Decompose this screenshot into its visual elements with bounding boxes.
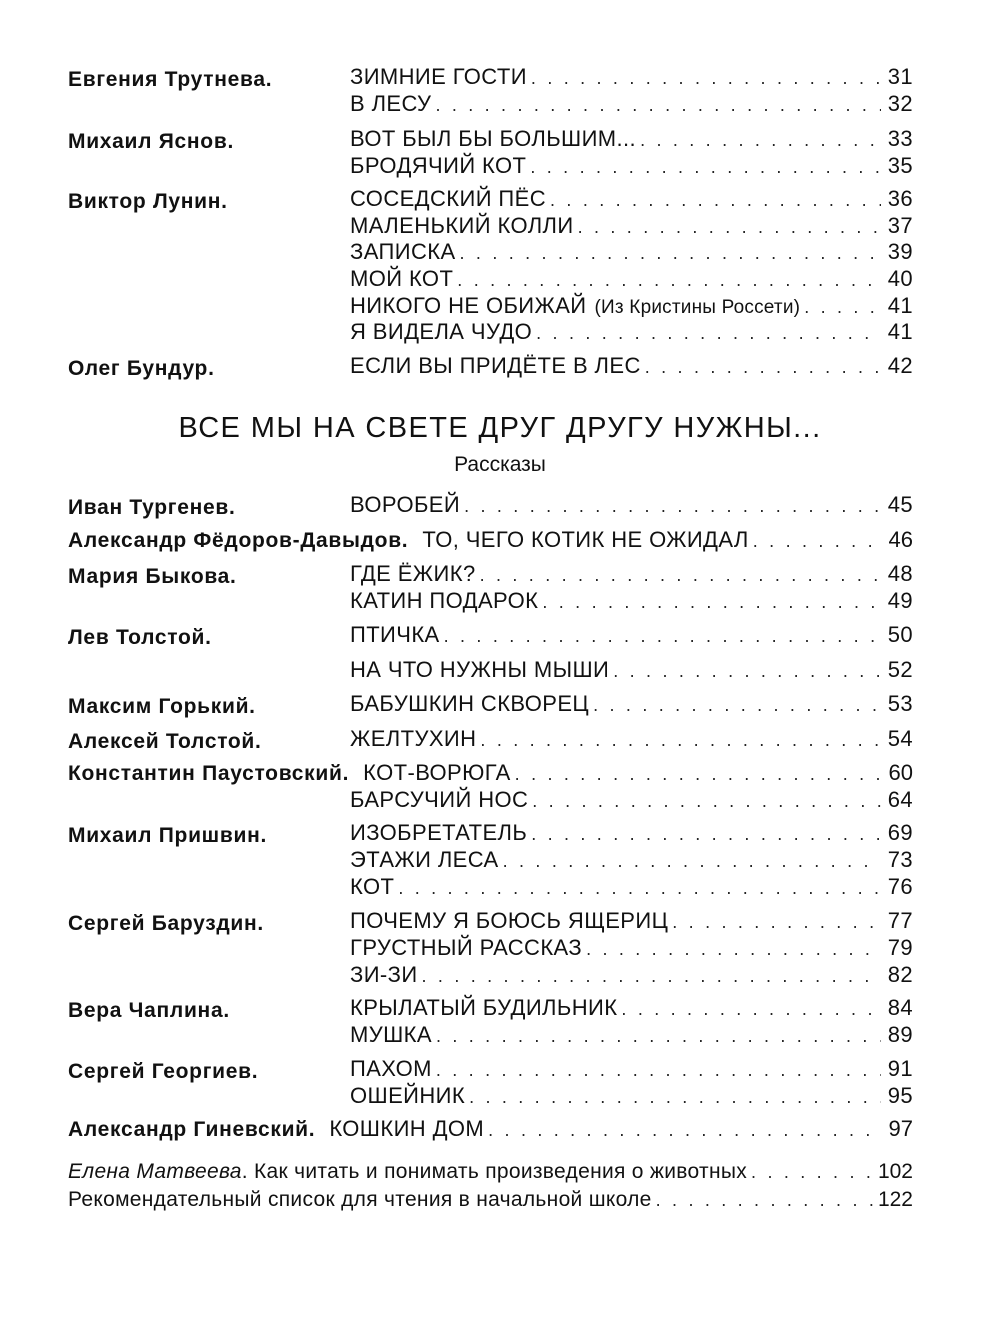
toc-title: . Как читать и понимать произведения о животных bbox=[241, 1160, 748, 1183]
toc-leader bbox=[593, 692, 881, 719]
toc-line[interactable] bbox=[350, 726, 913, 761]
toc-line[interactable] bbox=[68, 760, 913, 787]
toc-leader bbox=[672, 909, 881, 936]
toc-entry bbox=[0, 492, 1000, 527]
toc-title: БАБУШКИН СКВОРЕЦ bbox=[350, 691, 590, 716]
toc-author: Виктор Лунин. bbox=[68, 190, 228, 213]
toc-title: ВОРОБЕЙ bbox=[350, 492, 461, 517]
section-subtitle: Рассказы bbox=[454, 453, 546, 476]
toc-leader bbox=[444, 623, 881, 650]
toc-page-number: 122 bbox=[877, 1188, 913, 1211]
toc-line[interactable] bbox=[350, 319, 913, 346]
toc-author: Сергей Георгиев. bbox=[68, 1060, 259, 1084]
toc-leader bbox=[656, 1186, 873, 1214]
toc-title: ЗАПИСКА bbox=[350, 239, 456, 265]
toc-line[interactable] bbox=[350, 64, 913, 91]
toc-title: ЭТАЖИ ЛЕСА bbox=[350, 847, 499, 873]
toc-page-number: 33 bbox=[887, 126, 913, 151]
toc-page-number: 69 bbox=[887, 820, 913, 846]
toc-line[interactable] bbox=[350, 353, 913, 380]
toc-leader bbox=[613, 658, 881, 685]
toc-page-number: 53 bbox=[887, 691, 913, 716]
toc-leader bbox=[532, 788, 881, 815]
toc-page-number: 97 bbox=[888, 1116, 913, 1142]
toc-line[interactable] bbox=[350, 962, 913, 989]
toc-page-number: 76 bbox=[887, 873, 913, 899]
toc-leader bbox=[436, 1023, 881, 1050]
toc-title: НИКОГО НЕ ОБИЖАЙ bbox=[350, 292, 587, 318]
toc-page-number: 60 bbox=[888, 760, 913, 785]
toc-title: Рекомендательный список для чтения в начальной школе bbox=[68, 1188, 652, 1211]
toc-entry bbox=[0, 908, 1000, 995]
toc-page-number: 49 bbox=[887, 587, 913, 613]
toc-title: КОШКИН ДОМ bbox=[329, 1116, 485, 1142]
toc-page-number: 32 bbox=[887, 90, 913, 116]
toc-page-number: 82 bbox=[887, 961, 913, 987]
toc-line[interactable] bbox=[350, 847, 913, 874]
toc-leader bbox=[480, 727, 881, 754]
toc-title: БРОДЯЧИЙ КОТ bbox=[350, 152, 527, 178]
toc-author: Лев Толстой. bbox=[68, 626, 212, 649]
toc-entry bbox=[0, 995, 1000, 1056]
toc-title: БАРСУЧИЙ НОС bbox=[350, 786, 529, 812]
toc-leader bbox=[804, 294, 881, 321]
toc-leader bbox=[435, 92, 881, 119]
toc-line[interactable] bbox=[350, 787, 913, 814]
toc-part-stories bbox=[0, 492, 1000, 1151]
toc-title: ГДЕ ЁЖИК? bbox=[350, 561, 476, 586]
toc-page-number: 37 bbox=[887, 212, 913, 238]
toc-title: ЕСЛИ ВЫ ПРИДЁТЕ В ЛЕС bbox=[350, 353, 641, 378]
toc-leader bbox=[398, 875, 881, 902]
toc-leader bbox=[436, 1057, 881, 1084]
toc-author: Александр Фёдоров-Давыдов. bbox=[68, 528, 409, 552]
toc-page-number: 64 bbox=[887, 786, 913, 812]
toc-page-number: 52 bbox=[887, 656, 913, 682]
toc-page-number: 48 bbox=[887, 561, 913, 586]
toc-entry bbox=[0, 64, 1000, 126]
toc-line[interactable] bbox=[350, 588, 913, 615]
toc-title: МУШКА bbox=[350, 1022, 432, 1048]
toc-title: КОТ bbox=[350, 873, 395, 899]
toc-author: Олег Бундур. bbox=[68, 357, 215, 380]
toc-line[interactable] bbox=[350, 691, 913, 726]
toc-title: КРЫЛАТЫЙ БУДИЛЬНИК bbox=[350, 995, 618, 1021]
toc-line[interactable] bbox=[350, 995, 913, 1022]
toc-line[interactable] bbox=[350, 266, 913, 293]
toc-leader bbox=[542, 589, 881, 616]
toc-line[interactable] bbox=[350, 1083, 913, 1110]
toc-line[interactable] bbox=[350, 874, 913, 901]
toc-title: СОСЕДСКИЙ ПЁС bbox=[350, 186, 547, 211]
toc-entry bbox=[0, 691, 1000, 726]
toc-entry bbox=[0, 622, 1000, 691]
toc-title: ОШЕЙНИК bbox=[350, 1083, 466, 1109]
toc-line[interactable] bbox=[350, 622, 913, 657]
toc-subtitle: (Из Кристины Россети) bbox=[594, 296, 801, 318]
toc-line[interactable] bbox=[68, 1158, 913, 1186]
toc-leader bbox=[457, 267, 881, 294]
toc-page-number: 42 bbox=[887, 353, 913, 378]
toc-entry bbox=[0, 820, 1000, 908]
toc-leader bbox=[531, 821, 881, 848]
section-title: ВСЕ МЫ НА СВЕТЕ ДРУГ ДРУГУ НУЖНЫ... bbox=[178, 412, 822, 444]
toc-line[interactable] bbox=[350, 126, 913, 153]
toc-author: Елена Матвеева bbox=[68, 1160, 242, 1183]
toc-author: Сергей Баруздин. bbox=[68, 912, 264, 936]
toc-leader bbox=[621, 996, 881, 1023]
toc-page-number: 31 bbox=[887, 64, 913, 89]
toc-line[interactable] bbox=[350, 820, 913, 847]
toc-title: ЗИМНИЕ ГОСТИ bbox=[350, 64, 527, 89]
toc-page-number: 79 bbox=[887, 935, 913, 961]
toc-page-number: 77 bbox=[887, 908, 913, 934]
toc-line[interactable] bbox=[68, 527, 913, 562]
toc-line[interactable] bbox=[350, 213, 913, 240]
toc-title: ПОЧЕМУ Я БОЮСЬ ЯЩЕРИЦ bbox=[350, 908, 669, 934]
toc-page-number: 95 bbox=[887, 1083, 913, 1109]
toc-leader bbox=[503, 848, 881, 875]
toc-leader bbox=[550, 187, 881, 214]
toc-page-number: 36 bbox=[887, 186, 913, 211]
toc-author: Константин Паустовский. bbox=[68, 762, 350, 785]
toc-entry bbox=[0, 126, 1000, 186]
toc-title: ВОТ БЫЛ БЫ БОЛЬШИМ... bbox=[350, 126, 637, 151]
toc-line[interactable] bbox=[350, 293, 913, 320]
toc-leader bbox=[530, 154, 881, 181]
toc-leader bbox=[536, 320, 881, 347]
toc-page-number: 40 bbox=[887, 266, 913, 292]
toc-author: Максим Горький. bbox=[68, 695, 256, 718]
toc-title: ПТИЧКА bbox=[350, 622, 440, 647]
toc-title: КОТ-ВОРЮГА bbox=[363, 760, 511, 785]
toc-page-number: 73 bbox=[887, 847, 913, 873]
toc-entry bbox=[0, 726, 1000, 761]
toc-author: Алексей Толстой. bbox=[68, 729, 262, 753]
toc-author: Михаил Пришвин. bbox=[68, 824, 268, 848]
toc-title: ТО, ЧЕГО КОТИК НЕ ОЖИДАЛ bbox=[422, 526, 749, 552]
toc-page-number: 91 bbox=[887, 1056, 913, 1082]
toc-line[interactable] bbox=[350, 1022, 913, 1049]
toc-line[interactable] bbox=[68, 1186, 913, 1214]
toc-line[interactable] bbox=[350, 657, 913, 692]
toc-title: ГРУСТНЫЙ РАССКАЗ bbox=[350, 935, 583, 961]
toc-page-number: 54 bbox=[887, 725, 913, 751]
toc-leader bbox=[422, 963, 881, 990]
toc-back-matter bbox=[68, 1158, 913, 1214]
toc-author: Мария Быкова. bbox=[68, 565, 237, 588]
toc-leader bbox=[753, 528, 881, 555]
toc-entry bbox=[0, 561, 1000, 622]
toc-page-number: 35 bbox=[887, 152, 913, 178]
toc-line[interactable] bbox=[350, 492, 913, 527]
toc-entry bbox=[0, 186, 1000, 353]
toc-page-number: 84 bbox=[887, 995, 913, 1021]
toc-page-number: 41 bbox=[887, 292, 913, 318]
toc-leader bbox=[578, 214, 881, 241]
toc-title: НА ЧТО НУЖНЫ МЫШИ bbox=[350, 656, 610, 682]
toc-leader bbox=[640, 127, 881, 154]
toc-title: ЖЕЛТУХИН bbox=[350, 725, 477, 751]
toc-part-poems bbox=[0, 64, 1000, 387]
toc-title: ЗИ-ЗИ bbox=[350, 961, 418, 987]
toc-title: ПАХОМ bbox=[350, 1056, 432, 1082]
toc-author: Александр Гиневский. bbox=[68, 1118, 316, 1142]
toc-title: МАЛЕНЬКИЙ КОЛЛИ bbox=[350, 212, 574, 238]
toc-leader bbox=[480, 562, 881, 589]
toc-page-number: 102 bbox=[877, 1160, 913, 1183]
toc-line[interactable] bbox=[350, 239, 913, 266]
toc-line[interactable] bbox=[350, 935, 913, 962]
toc-leader bbox=[488, 1117, 881, 1144]
toc-entry bbox=[0, 353, 1000, 387]
toc-line[interactable] bbox=[350, 153, 913, 180]
toc-leader bbox=[515, 761, 881, 788]
toc-author: Иван Тургенев. bbox=[68, 496, 236, 519]
toc-title: МОЙ КОТ bbox=[350, 266, 454, 292]
toc-leader bbox=[586, 936, 881, 963]
toc-line[interactable] bbox=[350, 908, 913, 935]
toc-title: ИЗОБРЕТАТЕЛЬ bbox=[350, 820, 528, 846]
toc-line[interactable] bbox=[68, 1116, 913, 1151]
toc-leader bbox=[460, 240, 881, 267]
toc-title: Я ВИДЕЛА ЧУДО bbox=[350, 319, 533, 345]
toc-leader bbox=[464, 493, 881, 520]
toc-leader bbox=[751, 1158, 873, 1186]
toc-author: Михаил Яснов. bbox=[68, 130, 234, 153]
toc-entry bbox=[0, 1056, 1000, 1116]
toc-line[interactable] bbox=[350, 91, 913, 118]
toc-line[interactable] bbox=[350, 186, 913, 213]
toc-page-number: 41 bbox=[887, 319, 913, 345]
toc-page-number: 89 bbox=[887, 1022, 913, 1048]
toc-title: КАТИН ПОДАРОК bbox=[350, 587, 539, 613]
toc-leader bbox=[645, 354, 881, 381]
toc-page-number: 50 bbox=[887, 622, 913, 647]
toc-author: Евгения Трутнева. bbox=[68, 68, 273, 91]
toc-page-number: 46 bbox=[888, 526, 913, 552]
toc-page-number: 45 bbox=[887, 492, 913, 517]
toc-line[interactable] bbox=[350, 1056, 913, 1083]
toc-line[interactable] bbox=[350, 561, 913, 588]
toc-page-number: 39 bbox=[887, 239, 913, 265]
toc-author: Вера Чаплина. bbox=[68, 999, 230, 1023]
toc-leader bbox=[469, 1084, 881, 1111]
toc-title: В ЛЕСУ bbox=[350, 90, 432, 116]
toc-leader bbox=[531, 65, 881, 92]
